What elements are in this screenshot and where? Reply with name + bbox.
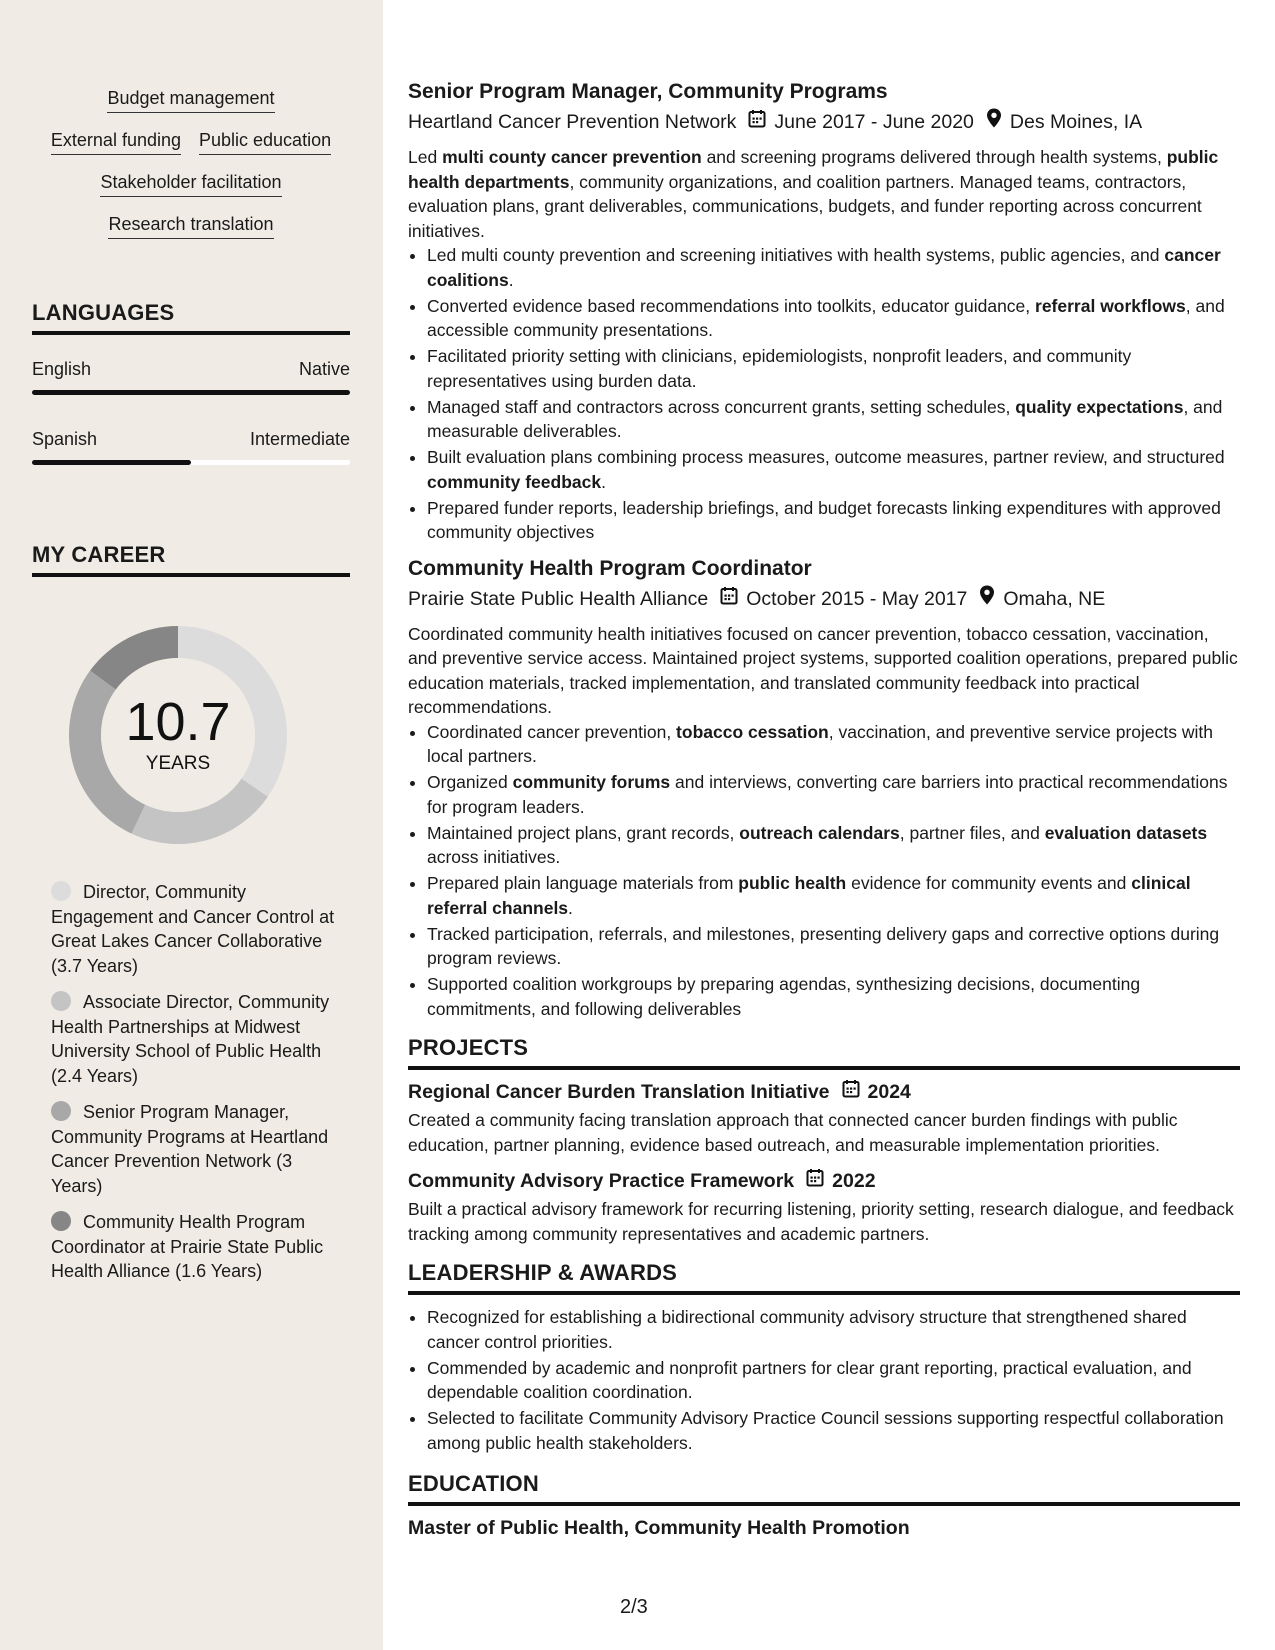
job-summary: Led multi county cancer prevention and screening programs delivered through health systems, public health departments, community organizations, and coalition partners. Managed teams, contractors, evaluation plans, grant deliverables, communications, budgets, and funder reporting across concurrent initiatives. <box>408 147 1219 241</box>
career-legend-item <box>51 1210 336 1284</box>
experience-entry <box>408 78 1240 545</box>
job-bullets <box>408 243 1240 545</box>
job-location: Des Moines, IA <box>1009 111 1143 133</box>
job-meta <box>408 585 1240 613</box>
skills-list <box>32 86 350 254</box>
project-entry <box>408 1078 1240 1157</box>
total-years-value: 10.7 <box>125 692 231 752</box>
leadership-item: • Commended by academic and nonprofit partners for clear grant reporting, practical evaluation, and dependable coalition coordination. <box>427 1356 1240 1405</box>
job-dates: June 2017 - June 2020 <box>774 111 974 133</box>
job-bullet-item: • Prepared funder reports, leadership briefings, and budget forecasts linking expenditures with approved community objectives <box>427 496 1240 545</box>
project-description: Built a practical advisory framework for recurring listening, priority setting, research dialogue, and feedback tracking among community representatives and academic partners. <box>408 1199 1234 1244</box>
page-number: 2/3 <box>620 1596 648 1618</box>
legend-dot-icon <box>51 1211 71 1231</box>
legend-dot-icon <box>51 881 71 901</box>
skill-tag: Research translation <box>108 212 273 239</box>
leadership-heading: LEADERSHIP & AWARDS <box>408 1260 1240 1295</box>
project-title-row <box>408 1078 1240 1106</box>
career-legend-item <box>51 990 336 1088</box>
project-title: Community Advisory Practice Framework <box>408 1170 795 1192</box>
job-bullet-item: • Tracked participation, referrals, and milestones, presenting delivery gaps and corrective options during program reviews. <box>427 922 1240 971</box>
main-content <box>408 78 1240 1542</box>
language-level: Native <box>298 359 350 379</box>
career-donut-chart <box>58 615 298 855</box>
career-legend-label: Senior Program Manager, Community Programs at Heartland Cancer Prevention Network (3 Years) <box>51 1102 329 1196</box>
job-bullet-item: • Maintained project plans, grant records, outreach calendars, partner files, and evaluation datasets across initiatives. <box>427 821 1240 870</box>
leadership-item: • Recognized for establishing a bidirectional community advisory structure that strengthened shared cancer control priorities. <box>427 1305 1240 1354</box>
career-legend-item <box>51 880 336 978</box>
projects-heading: PROJECTS <box>408 1035 1240 1070</box>
job-bullet-item: • Built evaluation plans combining process measures, outcome measures, partner review, and structured community feedback. <box>427 445 1240 494</box>
project-title-row <box>408 1167 1240 1195</box>
project-year: 2024 <box>867 1081 911 1103</box>
language-item <box>32 357 350 395</box>
language-name: English <box>32 359 92 379</box>
calendar-icon <box>806 1167 824 1195</box>
language-name: Spanish <box>32 429 98 449</box>
company-name: Prairie State Public Health Alliance <box>408 587 709 610</box>
legend-dot-icon <box>51 1101 71 1121</box>
career-legend-label: Associate Director, Community Health Partnerships at Midwest University School of Public Health (2.4 Years) <box>51 992 330 1086</box>
project-year: 2022 <box>832 1170 876 1192</box>
job-dates: October 2015 - May 2017 <box>746 587 968 610</box>
job-meta <box>408 108 1240 136</box>
calendar-icon <box>720 585 738 613</box>
job-bullet-item: • Prepared plain language materials from public health evidence for community events and clinical referral channels. <box>427 871 1240 920</box>
career-heading: MY CAREER <box>32 542 350 577</box>
leadership-list <box>408 1305 1240 1455</box>
project-title: Regional Cancer Burden Translation Initiative <box>408 1081 830 1103</box>
location-pin-icon <box>986 108 1002 136</box>
job-bullet-item: • Managed staff and contractors across concurrent grants, setting schedules, quality expectations, and measurable deliverables. <box>427 395 1240 444</box>
job-bullet-item: • Led multi county prevention and screening initiatives with health systems, public agencies, and cancer coalitions. <box>427 243 1240 292</box>
experience-entry <box>408 555 1240 1022</box>
calendar-icon <box>842 1078 860 1106</box>
job-summary: Coordinated community health initiatives focused on cancer prevention, tobacco cessation, vaccination, and preventive service access. Maintained project systems, supported coalition operations, prepared public education materials, tracked implementation, and translated community feedback into practical recommendations. <box>408 623 1238 717</box>
job-title: Senior Program Manager, Community Programs <box>408 80 888 103</box>
calendar-icon <box>748 108 766 136</box>
job-bullets <box>408 720 1240 1022</box>
skill-tag: Public education <box>199 128 331 155</box>
language-bar-fill <box>32 460 191 465</box>
job-title: Community Health Program Coordinator <box>408 556 812 580</box>
language-bar <box>32 390 350 395</box>
job-location: Omaha, NE <box>1003 587 1106 610</box>
language-item <box>32 427 350 465</box>
education-heading: EDUCATION <box>408 1471 1240 1506</box>
skill-tag: Budget management <box>107 86 274 113</box>
total-years-unit: YEARS <box>145 753 211 774</box>
career-legend-label: Community Health Program Coordinator at Prairie State Public Health Alliance (1.6 Years) <box>51 1212 324 1281</box>
language-bar-fill <box>32 390 350 395</box>
leadership-item: • Selected to facilitate Community Advisory Practice Council sessions supporting respectful collaboration among public health stakeholders. <box>427 1406 1240 1455</box>
career-legend <box>51 880 336 1296</box>
location-pin-icon <box>979 585 995 613</box>
legend-dot-icon <box>51 991 71 1011</box>
education-degree: Master of Public Health, Community Health Promotion <box>408 1517 910 1539</box>
job-bullet-item: • Coordinated cancer prevention, tobacco cessation, vaccination, and preventive service projects with local partners. <box>427 720 1240 769</box>
language-level: Intermediate <box>249 429 350 449</box>
career-legend-item <box>51 1100 336 1198</box>
sidebar <box>0 0 383 1650</box>
career-legend-label: Director, Community Engagement and Cancer Control at Great Lakes Cancer Collaborative (3.7 Years) <box>51 882 335 976</box>
job-bullet-item: • Converted evidence based recommendations into toolkits, educator guidance, referral workflows, and accessible community presentations. <box>427 294 1240 343</box>
company-name: Heartland Cancer Prevention Network <box>408 111 737 133</box>
job-bullet-item: • Supported coalition workgroups by preparing agendas, synthesizing decisions, documenting commitments, and following deliverables <box>427 972 1240 1021</box>
skill-tag: External funding <box>51 128 181 155</box>
skill-tag: Stakeholder facilitation <box>100 170 281 197</box>
project-description: Created a community facing translation approach that connected cancer burden findings with public education, partner planning, evidence based outreach, and measurable implementation priorities. <box>408 1110 1178 1155</box>
language-bar <box>32 460 350 465</box>
project-entry <box>408 1167 1240 1246</box>
job-bullet-item: • Organized community forums and interviews, converting care barriers into practical recommendations for program leaders. <box>427 770 1240 819</box>
languages-heading: LANGUAGES <box>32 300 350 335</box>
job-bullet-item: • Facilitated priority setting with clinicians, epidemiologists, nonprofit leaders, and community representatives using burden data. <box>427 344 1240 393</box>
